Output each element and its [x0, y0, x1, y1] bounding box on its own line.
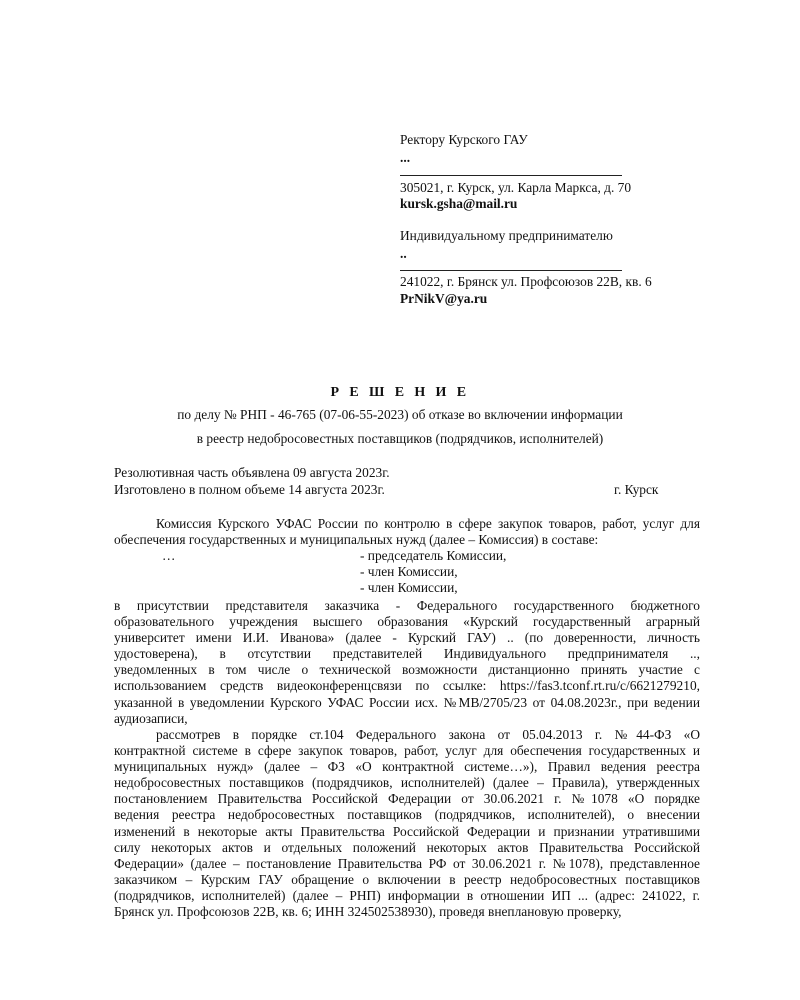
announced-date: Резолютивная часть объявлена 09 августа 2023г.	[114, 465, 390, 480]
paragraph-1-line: удостоверена), в отсутствии представителей Индивидуального предпринимателя ..,	[114, 646, 700, 662]
paragraph-1-line: указанной в уведомлении Курского УФАС России исх. №МВ/2705/23 от 04.08.2023г., при ведении	[114, 694, 700, 710]
paragraph-1-line: университет имени И.И. Иванова» (далее - Курский ГАУ) .. (по доверенности, личность	[114, 630, 700, 646]
addressee-2-address: 241022, г. Брянск ул. Профсоюзов 22В, кв. 6	[400, 274, 652, 289]
paragraph-presence	[114, 598, 700, 727]
paragraph-2-line: муниципальных нужд» (далее – ФЗ «О контрактной системе…»), Правил ведения реестра	[114, 759, 700, 775]
addressee-1-underline	[400, 175, 622, 176]
made-date: Изготовлено в полном объеме 14 августа 2023г.	[114, 482, 385, 497]
commission-member-1: - председатель Комиссии,	[360, 548, 507, 563]
addressee-1-address: 305021, г. Курск, ул. Карла Маркса, д. 70	[400, 180, 632, 195]
city: г. Курск	[614, 482, 659, 497]
commission-intro-line-2: обеспечения государственных и муниципальных нужд (далее – Комиссия) в составе:	[114, 532, 599, 548]
commission-member-2: - член Комиссии,	[360, 564, 458, 579]
commission-intro	[114, 516, 700, 548]
paragraph-2-line: ведения реестра недобросовестных поставщиков (подрядчиков, исполнителей), о внесении	[114, 807, 700, 823]
paragraph-considered	[114, 727, 700, 920]
addressee-2-name: ..	[400, 246, 407, 261]
paragraph-2-line: рассмотрев в порядке ст.104 Федерального закона от 05.04.2013 г. №44-ФЗ «О	[156, 727, 700, 742]
decision-heading: Р Е Ш Е Н И Е	[330, 385, 470, 400]
addressee-1-name: ...	[400, 150, 411, 165]
paragraph-2-line: недобросовестных поставщиков (подрядчиков, исполнителей) (далее – Правила), утвержденных	[114, 775, 700, 791]
addressee-2-email: PrNikV@ya.ru	[400, 291, 488, 306]
commission-member-3: - член Комиссии,	[360, 580, 458, 595]
paragraph-2-line: Федерации» (далее – постановление Правительства РФ от 30.06.2021 г. №1078), представленное	[114, 855, 700, 871]
addressee-1-title: Ректору Курского ГАУ	[400, 132, 528, 147]
paragraph-2-line: постановлением Правительства Российской Федерации от 30.06.2021 г. №1078 «О порядке	[114, 791, 700, 807]
paragraph-2-line: изменений в некоторые акты Правительства Российской Федерации и признании утратившими	[114, 823, 700, 839]
commission-intro-line-1: Комиссия Курского УФАС России по контролю в сфере закупок товаров, работ, услуг для	[156, 516, 700, 531]
paragraph-2-line: силу некоторых актов и отдельных положений некоторых актов Правительства Российской	[114, 839, 700, 855]
paragraph-1-line: образовательного учреждения высшего образования «Курский государственный аграрный	[114, 614, 700, 630]
paragraph-1-line: в присутствии представителя заказчика - Федерального государственного бюджетного	[114, 598, 700, 613]
commission-chair-name: …	[162, 548, 176, 563]
addressee-2-underline	[400, 270, 622, 271]
paragraph-2-line: контрактной системе в сфере закупок товаров, работ, услуг для обеспечения государственных и	[114, 743, 700, 759]
addressee-2-title: Индивидуальному предпринимателю	[400, 228, 613, 243]
paragraph-2-line: заказчиком – Курским ГАУ обращение о включении в реестр недобросовестных поставщиков	[114, 871, 700, 887]
paragraph-1-line: аудиозаписи,	[114, 710, 188, 726]
addressee-1-email: kursk.gsha@mail.ru	[400, 196, 518, 211]
paragraph-1-line: уведомленных в том числе о технической возможности дистанционно принять участие с	[114, 662, 700, 678]
decision-subtitle-line-1: по делу № РНП - 46-765 (07-06-55-2023) об отказе во включении информации	[177, 407, 623, 422]
paragraph-2-line: Брянск ул. Профсоюзов 22В, кв. 6; ИНН 324502538930), проведя внеплановую проверку,	[114, 904, 622, 920]
decision-subtitle-line-2: в реестр недобросовестных поставщиков (подрядчиков, исполнителей)	[196, 431, 604, 446]
paragraph-2-line: (подрядчиков, исполнителей) (далее – РНП) информации в отношении ИП ... (адрес: 241022, г.	[114, 887, 700, 903]
paragraph-1-line: использованием средств видеоконференцсвязи по ссылке: https://fas3.tconf.rt.ru/c/6621279210,	[114, 678, 700, 694]
